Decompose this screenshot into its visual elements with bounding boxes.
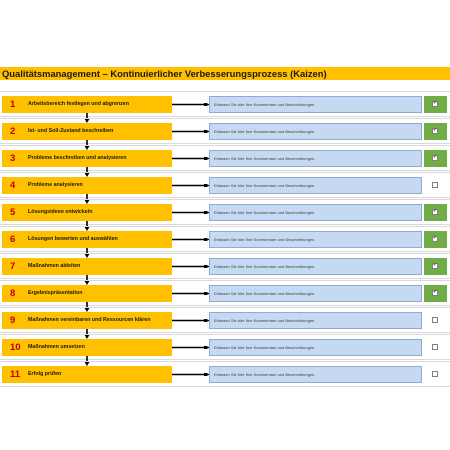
step-label: Maßnahmen umsetzen — [28, 344, 85, 350]
step-box — [2, 231, 172, 248]
step-row — [0, 204, 450, 221]
sheet-title: Qualitätsmanagement – Kontinuierlicher Verbesserungsprozess (Kaizen) — [2, 68, 327, 79]
done-checkbox[interactable] — [432, 371, 438, 377]
step-box — [2, 258, 172, 275]
comment-text: Erfassen Sie hier Ihre Kommentare und Beschreibungen. — [214, 372, 316, 377]
comment-field[interactable] — [209, 366, 422, 383]
step-row — [0, 312, 450, 329]
step-label: Lösungen bewerten und auswählen — [28, 236, 118, 242]
done-checkbox[interactable] — [432, 155, 438, 161]
arrow-right-icon — [172, 184, 210, 187]
comment-text: Erfassen Sie hier Ihre Kommentare und Beschreibungen. — [214, 264, 316, 269]
step-number: 10 — [10, 342, 21, 353]
arrow-right-icon — [172, 373, 210, 376]
comment-field[interactable] — [209, 204, 422, 221]
step-row — [0, 366, 450, 383]
grid-line — [0, 386, 450, 387]
checkmark-icon: ✔ — [433, 289, 438, 295]
step-label: Lösungsideen entwickeln — [28, 209, 93, 215]
grid-line — [0, 332, 450, 333]
grid-line — [0, 305, 450, 306]
step-number: 5 — [10, 207, 16, 218]
step-number: 1 — [10, 99, 16, 110]
done-checkbox[interactable] — [432, 101, 438, 107]
step-row — [0, 150, 450, 167]
grid-line — [0, 145, 450, 146]
title-bar — [0, 67, 450, 80]
step-row — [0, 231, 450, 248]
comment-text: Erfassen Sie hier Ihre Kommentare und Beschreibungen. — [214, 102, 316, 107]
grid-line — [0, 253, 450, 254]
done-checkbox[interactable] — [432, 182, 438, 188]
step-box — [2, 96, 172, 113]
grid-line — [0, 251, 450, 252]
status-cell — [424, 123, 447, 140]
comment-field[interactable] — [209, 312, 422, 329]
step-number: 3 — [10, 153, 16, 164]
checkmark-icon: ✔ — [433, 154, 438, 160]
arrow-right-icon — [172, 157, 210, 160]
comment-field[interactable] — [209, 339, 422, 356]
checkmark-icon: ✔ — [433, 127, 438, 133]
step-number: 2 — [10, 126, 16, 137]
status-cell — [424, 231, 447, 248]
comment-text: Erfassen Sie hier Ihre Kommentare und Beschreibungen. — [214, 318, 316, 323]
grid-line — [0, 359, 450, 360]
status-cell — [424, 96, 447, 113]
step-number: 7 — [10, 261, 16, 272]
comment-field[interactable] — [209, 231, 422, 248]
grid-line — [0, 91, 450, 92]
step-row — [0, 177, 450, 194]
step-label: Erfolg prüfen — [28, 371, 62, 377]
step-row — [0, 339, 450, 356]
grid-line — [0, 361, 450, 362]
comment-text: Erfassen Sie hier Ihre Kommentare und Beschreibungen. — [214, 129, 316, 134]
grid-line — [0, 307, 450, 308]
step-label: Ist- und Soll-Zustand beschreiben — [28, 128, 114, 134]
done-checkbox[interactable] — [432, 236, 438, 242]
comment-text: Erfassen Sie hier Ihre Kommentare und Beschreibungen. — [214, 183, 316, 188]
grid-line — [0, 280, 450, 281]
arrow-right-icon — [172, 103, 210, 106]
comment-text: Erfassen Sie hier Ihre Kommentare und Beschreibungen. — [214, 237, 316, 242]
arrow-right-icon — [172, 238, 210, 241]
step-label: Ergebnispräsentation — [28, 290, 83, 296]
step-number: 9 — [10, 315, 16, 326]
arrow-right-icon — [172, 265, 210, 268]
done-checkbox[interactable] — [432, 344, 438, 350]
arrow-right-icon — [172, 346, 210, 349]
status-cell — [424, 339, 447, 356]
status-cell — [424, 312, 447, 329]
grid-line — [0, 278, 450, 279]
arrow-right-icon — [172, 211, 210, 214]
done-checkbox[interactable] — [432, 290, 438, 296]
comment-field[interactable] — [209, 123, 422, 140]
arrow-right-icon — [172, 319, 210, 322]
grid-line — [0, 116, 450, 117]
status-cell — [424, 150, 447, 167]
done-checkbox[interactable] — [432, 317, 438, 323]
status-cell — [424, 285, 447, 302]
step-box — [2, 312, 172, 329]
step-label: Maßnahmen vereinbaren und Ressourcen klären — [28, 317, 151, 323]
comment-text: Erfassen Sie hier Ihre Kommentare und Beschreibungen. — [214, 291, 316, 296]
step-label: Arbeitsbereich festlegen und abgrenzen — [28, 101, 129, 107]
step-row — [0, 96, 450, 113]
step-row — [0, 123, 450, 140]
arrow-right-icon — [172, 292, 210, 295]
status-cell — [424, 204, 447, 221]
step-number: 4 — [10, 180, 16, 191]
comment-field[interactable] — [209, 96, 422, 113]
step-number: 6 — [10, 234, 16, 245]
comment-field[interactable] — [209, 150, 422, 167]
status-cell — [424, 258, 447, 275]
grid-line — [0, 143, 450, 144]
comment-field[interactable] — [209, 258, 422, 275]
step-box — [2, 339, 172, 356]
status-cell — [424, 177, 447, 194]
grid-line — [0, 199, 450, 200]
comment-text: Erfassen Sie hier Ihre Kommentare und Beschreibungen. — [214, 156, 316, 161]
done-checkbox[interactable] — [432, 263, 438, 269]
done-checkbox[interactable] — [432, 209, 438, 215]
step-box — [2, 285, 172, 302]
comment-text: Erfassen Sie hier Ihre Kommentare und Beschreibungen. — [214, 210, 316, 215]
grid-line — [0, 334, 450, 335]
checkmark-icon: ✔ — [433, 208, 438, 214]
checkmark-icon: ✔ — [433, 100, 438, 106]
grid-line — [0, 224, 450, 225]
comment-field[interactable] — [209, 177, 422, 194]
step-box — [2, 123, 172, 140]
step-label: Maßnahmen ableiten — [28, 263, 81, 269]
step-label: Probleme beschreiben und analysieren — [28, 155, 127, 161]
step-box — [2, 177, 172, 194]
comment-text: Erfassen Sie hier Ihre Kommentare und Beschreibungen. — [214, 345, 316, 350]
checkmark-icon: ✔ — [433, 235, 438, 241]
step-row — [0, 258, 450, 275]
step-box — [2, 366, 172, 383]
checkmark-icon: ✔ — [433, 262, 438, 268]
step-box — [2, 204, 172, 221]
grid-line — [0, 197, 450, 198]
step-label: Probleme analysieren — [28, 182, 83, 188]
step-number: 8 — [10, 288, 16, 299]
step-number: 11 — [10, 369, 21, 380]
grid-line — [0, 226, 450, 227]
done-checkbox[interactable] — [432, 128, 438, 134]
grid-line — [0, 118, 450, 119]
comment-field[interactable] — [209, 285, 422, 302]
step-box — [2, 150, 172, 167]
arrow-right-icon — [172, 130, 210, 133]
step-row — [0, 285, 450, 302]
status-cell — [424, 366, 447, 383]
grid-line — [0, 170, 450, 171]
grid-line — [0, 172, 450, 173]
